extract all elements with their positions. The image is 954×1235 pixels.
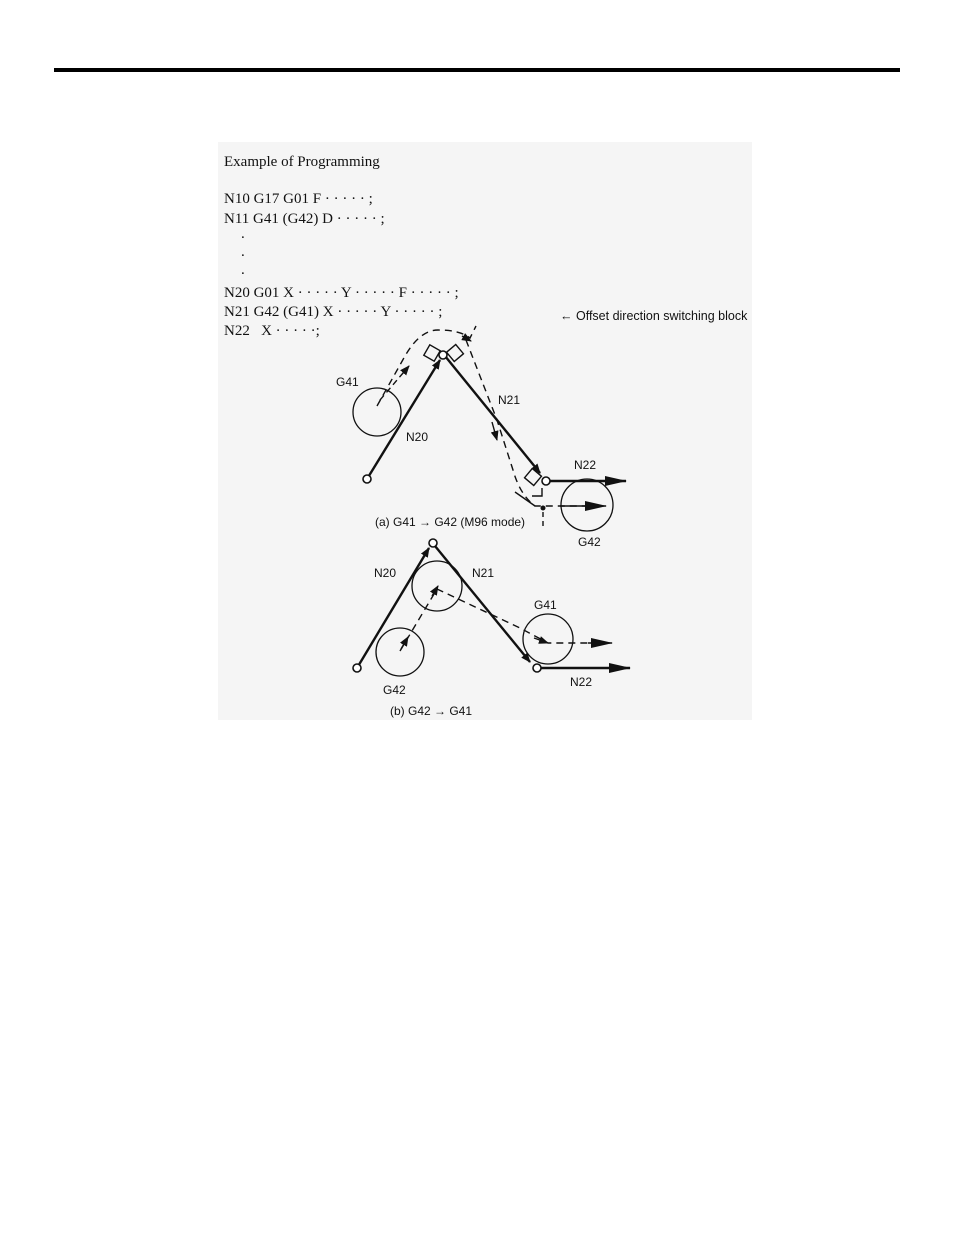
corner-point bbox=[533, 664, 541, 672]
intersection-dot bbox=[541, 506, 546, 511]
n20-programmed-path bbox=[367, 360, 440, 479]
right-angle-mark bbox=[447, 345, 464, 362]
caption-a: (a) G41 → G42 (M96 mode) bbox=[375, 515, 526, 529]
tool-circle-g41 bbox=[353, 388, 401, 436]
program-line-n22: N22 X · · · · ·; bbox=[224, 323, 320, 339]
label-n20: N20 bbox=[374, 566, 397, 580]
label-g41: G41 bbox=[336, 375, 359, 389]
label-n21: N21 bbox=[498, 393, 521, 407]
program-line-n11: N11 G41 (G42) D · · · · · ; bbox=[224, 211, 385, 227]
tool-circle-g42 bbox=[376, 628, 424, 676]
right-angle-mark bbox=[532, 488, 542, 496]
ellipsis-dot: . bbox=[241, 226, 245, 242]
diagram-a bbox=[336, 326, 626, 549]
corner-point bbox=[439, 351, 447, 359]
switching-block-note: ← Offset direction switching block bbox=[560, 309, 748, 323]
n21-programmed-path bbox=[435, 546, 530, 662]
tool-center-arrow bbox=[432, 586, 438, 596]
n21-programmed-path bbox=[445, 356, 540, 473]
tool-center-arrow bbox=[534, 638, 548, 643]
right-angle-mark bbox=[424, 345, 440, 361]
tool-circle-corner bbox=[412, 561, 462, 611]
tool-center-path bbox=[377, 326, 588, 506]
label-n22: N22 bbox=[574, 458, 597, 472]
label-n20: N20 bbox=[406, 430, 429, 444]
tool-circle-g42 bbox=[561, 479, 613, 531]
corner-point bbox=[542, 477, 550, 485]
example-heading: Example of Programming bbox=[224, 154, 380, 170]
program-line-n20: N20 G01 X · · · · · Y · · · · · F · · · · · ; bbox=[224, 285, 459, 301]
ellipsis-dot: . bbox=[241, 262, 245, 278]
label-g41: G41 bbox=[534, 598, 557, 612]
corner-point bbox=[429, 539, 437, 547]
start-point bbox=[363, 475, 371, 483]
tool-center-arrow bbox=[492, 422, 497, 440]
tool-circle-g41 bbox=[523, 614, 573, 664]
tool-center-arrow bbox=[401, 637, 408, 649]
diagram-b bbox=[353, 539, 630, 718]
normal-line bbox=[515, 492, 535, 506]
label-n21: N21 bbox=[472, 566, 495, 580]
start-point bbox=[353, 664, 361, 672]
label-g42: G42 bbox=[383, 683, 406, 697]
label-g42: G42 bbox=[578, 535, 601, 549]
caption-b: (b) G42 → G41 bbox=[390, 704, 473, 718]
label-n22: N22 bbox=[570, 675, 593, 689]
ellipsis-dot: . bbox=[241, 244, 245, 260]
program-line-n10: N10 G17 G01 F · · · · · ; bbox=[224, 191, 373, 207]
program-line-n21: N21 G42 (G41) X · · · · · Y · · · · · ; bbox=[224, 304, 443, 320]
